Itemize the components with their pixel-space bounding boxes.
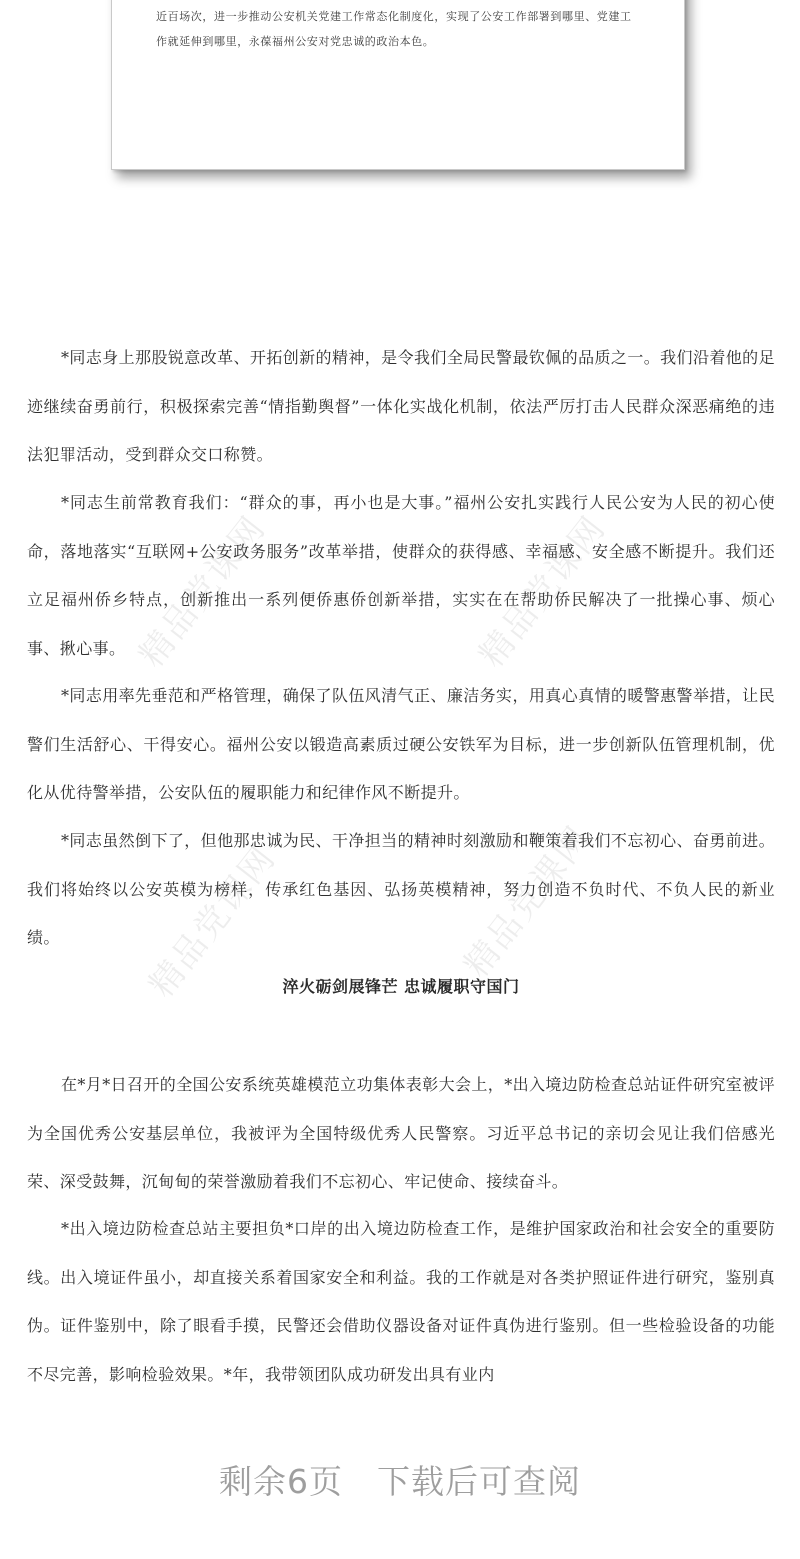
watermark: 精品党课网 bbox=[131, 508, 274, 675]
paragraph-text: *同志身上那股锐意改革、开拓创新的精神，是令我们全局民警最钦佩的品质之一。我们沿着他的足迹继续奋勇前行，积极探索完善“情指勤舆督”一体化实战化机制，依法严厉打击人民群众深恶痛绝的违法犯罪活动，受到群众交口称赞。 bbox=[27, 348, 775, 464]
paragraph-text: *同志生前常教育我们：“群众的事，再小也是大事。”福州公安扎实践行人民公安为人民的初心使命，落地落实“互联网+公安政务服务”改革举措，使群众的获得感、幸福感、安全感不断提升。我们还立足福州侨乡特点，创新推出一系列便侨惠侨创新举措，实实在在帮助侨民解决了一批操心事、烦心事、揪心事。 bbox=[27, 493, 775, 658]
watermark: 精品党课网 bbox=[456, 818, 599, 985]
paragraph-text: *出入境边防检查总站主要担负*口岸的出入境边防检查工作，是维护国家政治和社会安全的重要防线。出入境证件虽小，却直接关系着国家安全和利益。我的工作就是对各类护照证件进行研究，鉴别真伪。证件鉴别中，除了眼看手摸，民警还会借助仪器设备对证件真伪进行鉴别。但一些检验设备的功能不尽完善，影响检验效果。*年，我带领团队成功研发出具有业内 bbox=[27, 1219, 775, 1384]
watermark: 精品党课网 bbox=[471, 508, 614, 675]
paragraph bbox=[27, 334, 775, 480]
paragraph-text: *同志虽然倒下了，但他那忠诚为民、干净担当的精神时刻激励和鞭策着我们不忘初心、奋勇前进。我们将始终以公安英模为榜样，传承红色基因、弘扬英模精神，努力创造不负时代、不负人民的新业绩。 bbox=[27, 831, 775, 947]
preview-text-line: 作就延伸到哪里，永葆福州公安对党忠诚的政治本色。 bbox=[156, 35, 435, 48]
remaining-pages-label: 剩余6页 bbox=[219, 1462, 343, 1501]
paragraph bbox=[27, 817, 775, 963]
paragraph-text: 在*月*日召开的全国公安系统英雄模范立功集体表彰大会上，*出入境边防检查总站证件研究室被评为全国优秀公安基层单位，我被评为全国特级优秀人民警察。习近平总书记的亲切会见让我们倍感光荣、深受鼓舞，沉甸甸的荣誉激励着我们不忘初心、牢记使命、接续奋斗。 bbox=[27, 1075, 776, 1191]
paragraph bbox=[27, 672, 775, 818]
section-title: 淬火砺剑展锋芒 忠诚履职守国门 bbox=[282, 977, 520, 996]
paragraph bbox=[27, 1205, 775, 1399]
download-hint-label: 下载后可查阅 bbox=[377, 1462, 581, 1501]
paragraph bbox=[27, 1061, 775, 1207]
paragraph bbox=[27, 479, 775, 673]
paragraph-text: *同志用率先垂范和严格管理，确保了队伍风清气正、廉洁务实，用真心真情的暖警惠警举措，让民警们生活舒心、干得安心。福州公安以锻造高素质过硬公安铁军为目标，进一步创新队伍管理机制，优化从优待警举措，公安队伍的履职能力和纪律作风不断提升。 bbox=[27, 686, 775, 802]
page-preview-card bbox=[111, 0, 685, 170]
preview-text-line: 近百场次，进一步推动公安机关党建工作常态化制度化，实现了公安工作部署到哪里、党建工 bbox=[156, 10, 632, 23]
remaining-pages-banner[interactable] bbox=[0, 1456, 800, 1503]
watermark: 精品党课网 bbox=[141, 838, 284, 1005]
